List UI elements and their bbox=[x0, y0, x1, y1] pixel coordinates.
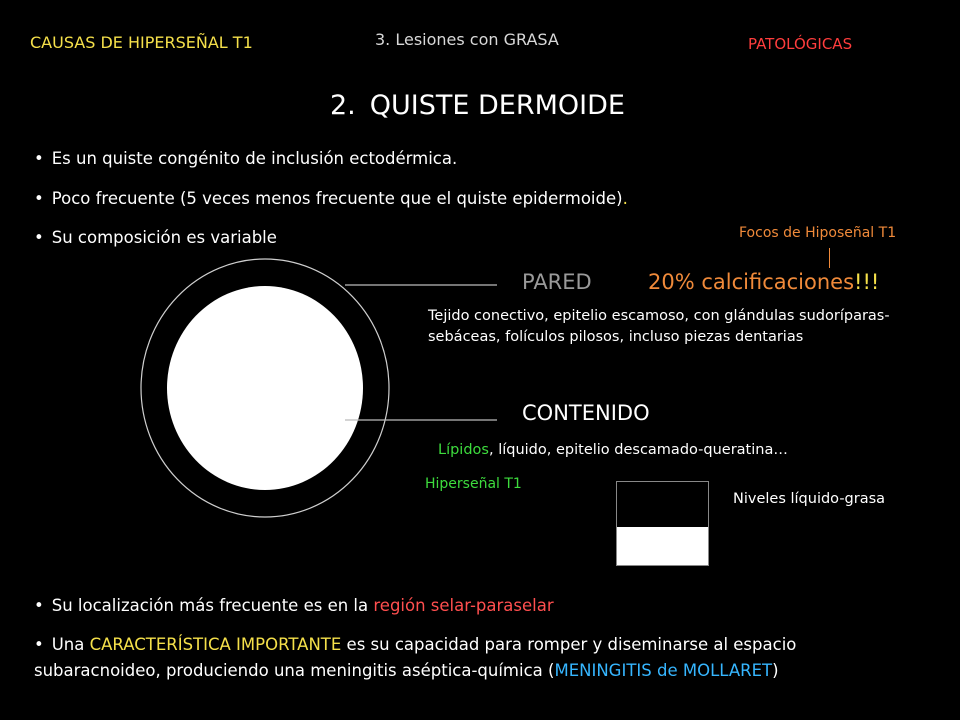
pared-description: Tejido conectivo, epitelio escamoso, con glándulas sudoríparas-sebáceas, folículos pilosos, incluso piezas dentarias bbox=[428, 308, 890, 345]
fat-layer bbox=[617, 482, 708, 527]
cyst-content bbox=[167, 286, 363, 490]
focos-label: Focos de Hiposeñal T1 bbox=[739, 225, 897, 241]
bullet-2-period: . bbox=[622, 189, 628, 208]
fluid-layer bbox=[617, 527, 708, 565]
bullet-1: • Es un quiste congénito de inclusión ectodérmica. bbox=[34, 149, 457, 168]
lipidos-word: Lípidos bbox=[438, 442, 489, 458]
niveles-label: Niveles líquido-grasa bbox=[733, 491, 886, 507]
caracteristica-highlight: CARACTERÍSTICA IMPORTANTE bbox=[89, 635, 342, 654]
header-right: PATOLÓGICAS bbox=[748, 35, 853, 53]
region-highlight: región selar-paraselar bbox=[373, 596, 554, 615]
focos-pointer-line bbox=[829, 248, 830, 268]
pared-label: PARED bbox=[522, 270, 592, 294]
calcificaciones-label: 20% calcificaciones!!! bbox=[648, 270, 880, 294]
bullet-caracteristica: • Una CARACTERÍSTICA IMPORTANTE es su capacidad para romper y diseminarse al espacio subaracnoideo, produciendo una meningitis aséptica-química (MENINGITIS de MOLLARET) bbox=[34, 632, 914, 684]
contenido-label: CONTENIDO bbox=[522, 401, 650, 425]
bullet-localizacion: • Su localización más frecuente es en la región selar-paraselar bbox=[34, 596, 554, 615]
calc-exclaim: !!! bbox=[854, 270, 880, 294]
title-text: QUISTE DERMOIDE bbox=[369, 90, 625, 121]
header-left: CAUSAS DE HIPERSEÑAL T1 bbox=[30, 33, 253, 52]
contenido-description: Lípidos, líquido, epitelio descamado-queratina… bbox=[438, 442, 788, 458]
bullet-2: • Poco frecuente (5 veces menos frecuente que el quiste epidermoide). bbox=[34, 189, 628, 208]
title-number: 2. bbox=[330, 90, 356, 121]
header-middle: 3. Lesiones con GRASA bbox=[375, 30, 559, 49]
fluid-fat-level-box bbox=[616, 481, 709, 566]
mollaret-highlight: MENINGITIS de MOLLARET bbox=[554, 661, 773, 680]
hiperseñal-label: Hiperseñal T1 bbox=[425, 476, 522, 492]
bullet-3: • Su composición es variable bbox=[34, 228, 277, 247]
